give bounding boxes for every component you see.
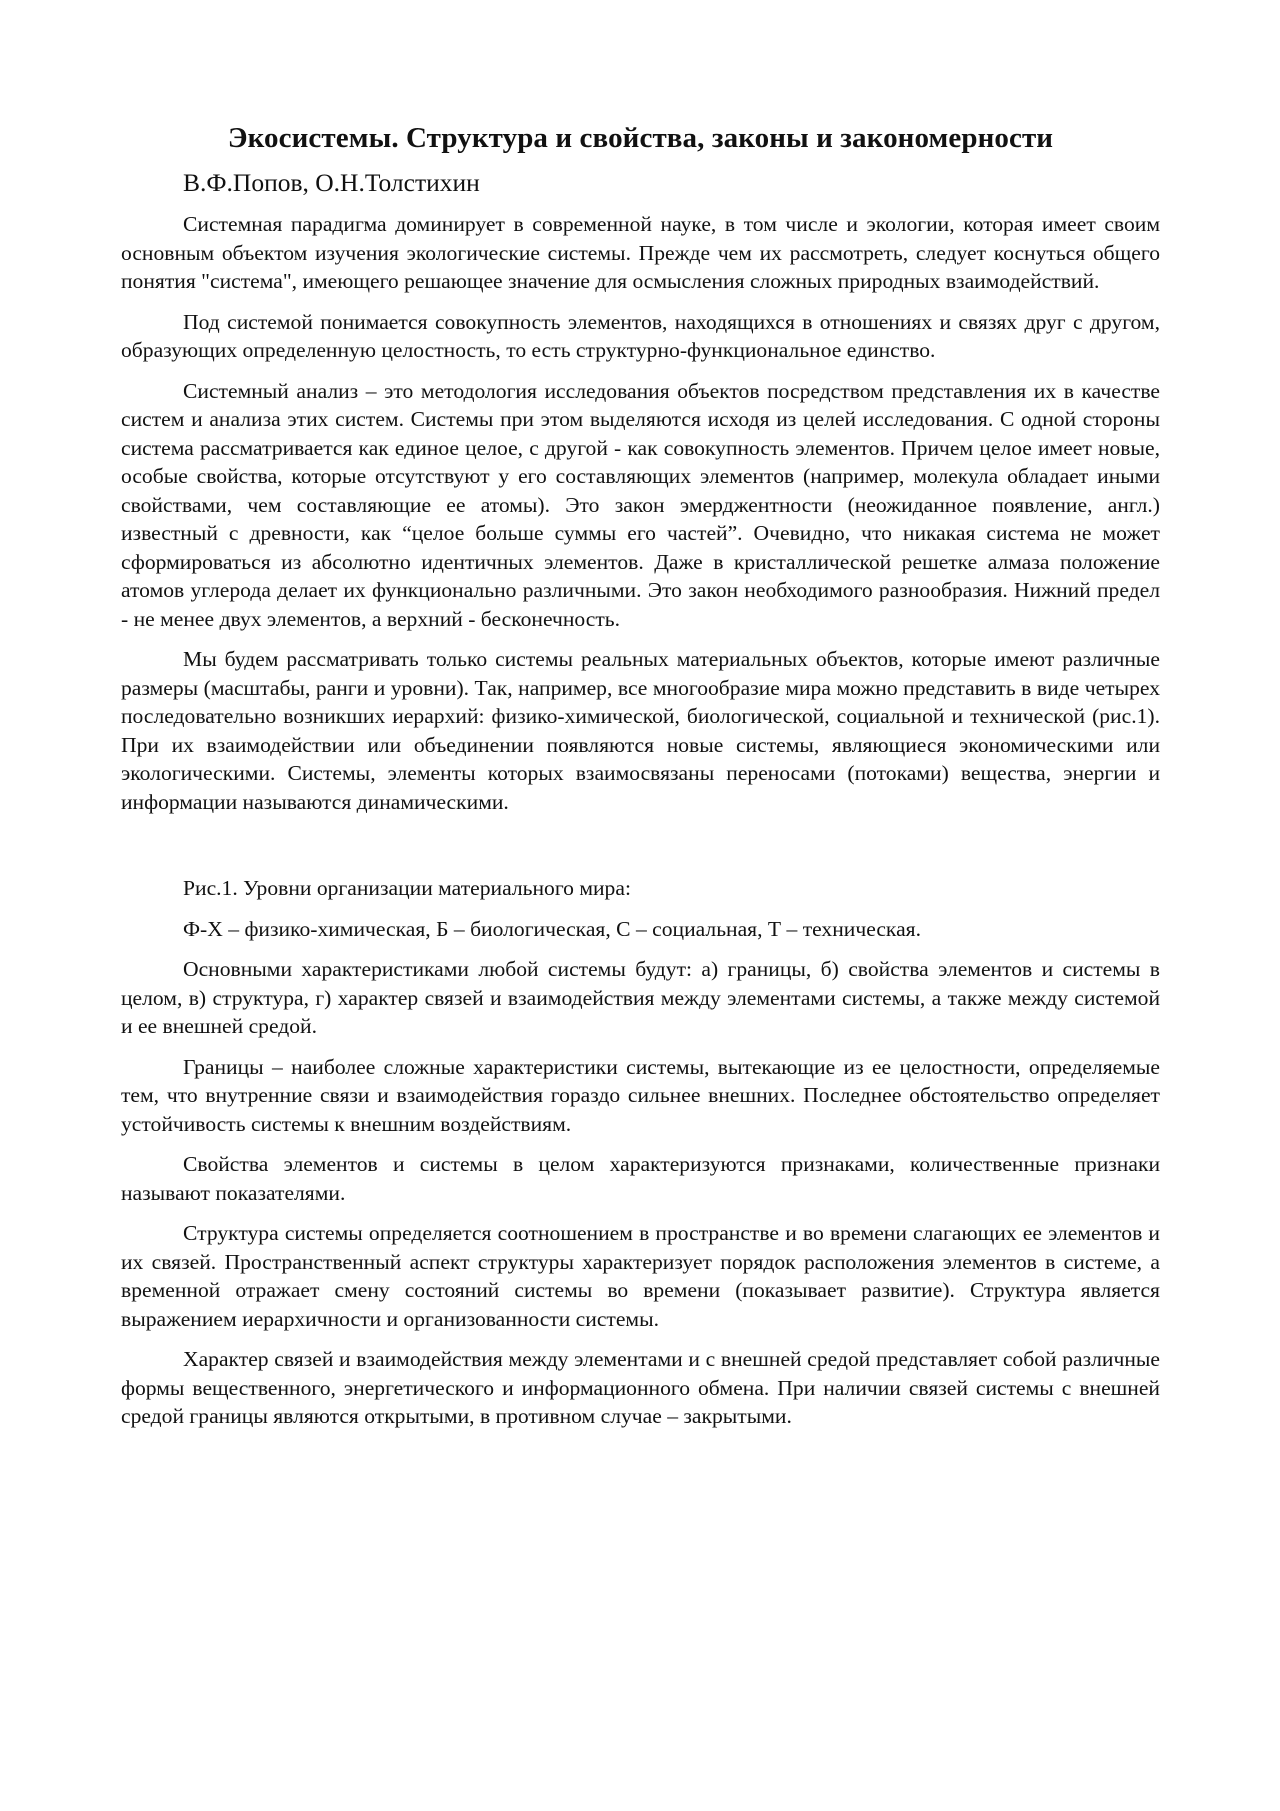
paragraph-boundaries: Границы – наиболее сложные характеристики системы, вытекающие из ее целостности, определяемые тем, что внутренние связи и взаимодействия гораздо сильнее внешних. Последнее обстоятельство определяет устойчивость системы к внешним воздействиям. [121,1054,1160,1136]
figure-caption-legend: Ф-Х – физико-химическая, Б – биологическая, С – социальная, Т – техническая. [183,916,921,941]
paragraph-characteristics: Основными характеристиками любой системы будут: а) границы, б) свойства элементов и системы в целом, в) структура, г) характер связей и взаимодействия между элементами системы, а также между системой и ее внешней средой. [121,957,1160,1038]
document-title: Экосистемы. Структура и свойства, законы и закономерности [227,122,1054,154]
paragraph-intro: Системная парадигма доминирует в современной науке, в том числе и экологии, которая имеет своим основным объектом изучения экологические системы. Прежде чем их рассмотреть, следует коснуться общего понятия "система", имеющего решающее значение для осмысления сложных природных взаимодействий. [121,212,1160,293]
paragraph-system-analysis: Системный анализ – это методология исследования объектов посредством представления их в качестве систем и анализа этих систем. Системы при этом выделяются исходя из целей исследования. С одной стороны система рассматривается как единое целое, с другой - как совокупность элементов. Причем целое имеет новые, особые свойства, которые отсутствуют у его составляющих элементов (например, молекула обладает иными свойствами, чем составляющие ее атомы). Это закон эмерджентности (неожиданное появление, англ.) известный с древности, как “целое больше суммы его частей”. Очевидно, что никакая система не может сформироваться из абсолютно идентичных элементов. Даже в кристаллической решетке алмаза положение атомов углерода делает их функционально различными. Это закон необходимого разнообразия. Нижний предел - не менее двух элементов, а верхний - бесконечность. [121,378,1160,631]
figure-area [121,828,1160,874]
figure-caption-title: Рис.1. Уровни организации материального мира: [183,876,631,900]
document-body [121,118,1160,1443]
paragraph-material-systems: Мы будем рассматривать только системы реальных материальных объектов, которые имеют различные размеры (масштабы, ранги и уровни). Так, например, все многообразие мира можно представить в виде четырех последовательно возникших иерархий: физико-химической, биологической, социальной и технической (рис.1). При их взаимодействии или объединении появляются новые системы, являющиеся экономическими или экологическими. Системы, элементы которых взаимосвязаны переносами (потоками) вещества, энергии и информации называются динамическими. [121,647,1160,814]
paragraph-structure: Структура системы определяется соотношением в пространстве и во времени слагающих ее элементов и их связей. Пространственный аспект структуры характеризует порядок расположения элементов в системе, а временной отражает смену состояний системы во времени (показывает развитие). Структура является выражением иерархичности и организованности системы. [121,1221,1160,1331]
document-authors: В.Ф.Попов, О.Н.Толстихин [183,168,480,197]
paragraph-connections: Характер связей и взаимодействия между элементами и с внешней средой представляет собой различные формы вещественного, энергетического и информационного обмена. При наличии связей системы с внешней средой границы являются открытыми, в противном случае – закрытыми. [121,1347,1160,1428]
paragraph-properties: Свойства элементов и системы в целом характеризуются признаками, количественные признаки называют показателями. [121,1152,1160,1205]
paragraph-system-definition: Под системой понимается совокупность элементов, находящихся в отношениях и связях друг с другом, образующих определенную целостность, то есть структурно-функциональное единство. [121,309,1160,362]
